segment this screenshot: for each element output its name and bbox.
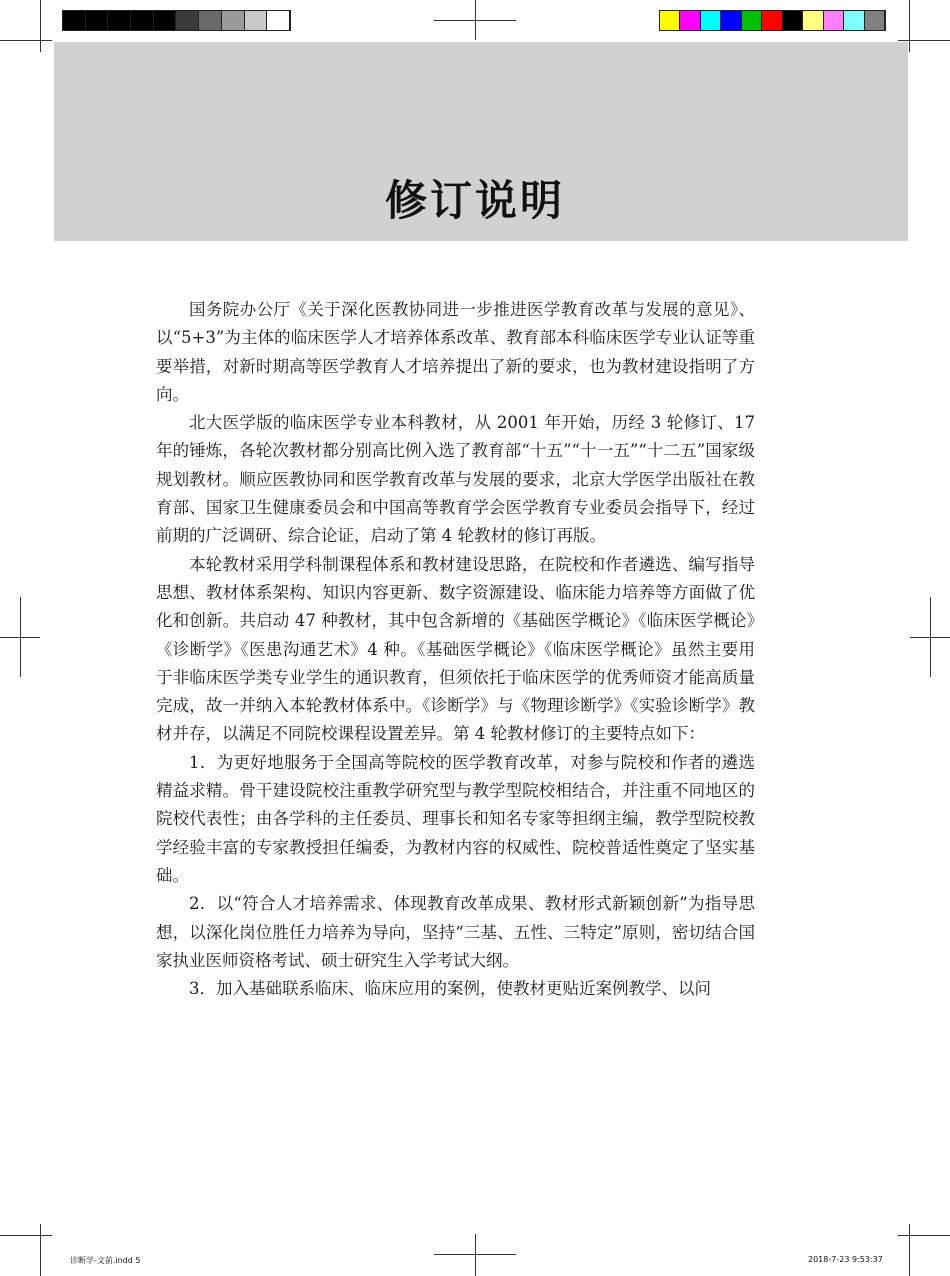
color-swatch <box>742 11 762 30</box>
color-swatch <box>865 11 885 30</box>
color-swatch <box>131 11 154 30</box>
paragraph: 2．以“符合人才培养需求、体现教育改革成果、教材形式新颖创新”为指导思想，以深化岗位胜任力培养为导向，坚持“三基、五性、三特定”原则，密切结合国家执业医师资格考试、硕士研究生入学考试大纲。 <box>156 894 755 970</box>
color-swatch <box>176 11 199 30</box>
crop-mark-top-left-v <box>40 0 41 52</box>
gray-scale-bar <box>62 10 291 31</box>
page-title: 修订说明 <box>384 176 565 225</box>
color-swatch <box>701 11 721 30</box>
crop-mark-bottom-left-h <box>0 1235 52 1236</box>
paragraph: 国务院办公厅《关于深化医教协同进一步推进医学教育改革与发展的意见》、以“5+3”为主体的临床医学人才培养体系改革、教育部本科临床医学专业认证等重要举措，对新时期高等医学教育人才培养提出了新的要求，也为教材建设指明了方向。 <box>156 300 755 404</box>
crop-mark-bottom-right-v <box>909 1224 910 1276</box>
body-text <box>156 296 755 1003</box>
color-swatch <box>660 11 680 30</box>
color-swatch <box>267 11 290 30</box>
color-swatch <box>680 11 700 30</box>
paragraph: 3．加入基础联系临床、临床应用的案例，使教材更贴近案例教学、以问 <box>189 979 711 999</box>
color-swatch <box>721 11 741 30</box>
color-swatch <box>86 11 109 30</box>
paragraph: 本轮教材采用学科制课程体系和教材建设思路，在院校和作者遴选、编写指导思想、教材体系架构、知识内容更新、数字资源建设、临床能力培养等方面做了优化和创新。共启动 47 种教材，其中包含新增的《基础医学概论》《临床医学概论》《诊断学》《医患沟通艺术》4 种。《基础医学概论》《临床医学概论》虽然主要用于非临床医学类专业学生的通识教育，但须依托于临床医学的优秀师资才能高质量完成，故一并纳入本轮教材体系中。《诊断学》与《物理诊断学》《实验诊断学》教材并存，以满足不同院校课程设置差异。第 4 轮教材修订的主要特点如下： <box>156 554 755 744</box>
registration-mark-bottom-v <box>475 1234 476 1276</box>
crop-mark-top-right-h <box>898 40 950 41</box>
crop-mark-bottom-left-v <box>40 1224 41 1276</box>
color-swatch <box>245 11 268 30</box>
paragraph: 北大医学版的临床医学专业本科教材，从 2001 年开始，历经 3 轮修订、17 年的锤炼，各轮次教材都分别高比例入选了教育部“十五”“十一五”“十二五”国家级规划教材。顺应医教协同和医学教育改革与发展的要求，北京大学医学出版社在教育部、国家卫生健康委员会和中国高等教育学会医学教育专业委员会指导下，经过前期的广泛调研、综合论证，启动了第 4 轮教材的修订再版。 <box>156 413 755 546</box>
color-swatch <box>108 11 131 30</box>
footer-file-info: 诊断学-文前.indd 5 <box>70 1256 141 1265</box>
registration-mark-left-v <box>20 597 21 677</box>
color-swatch <box>803 11 823 30</box>
crop-mark-top-right-v <box>909 0 910 52</box>
footer-timestamp: 2018-7-23 9:53:37 <box>808 1255 883 1264</box>
color-swatch <box>63 11 86 30</box>
paragraph: 1．为更好地服务于全国高等院校的医学教育改革，对参与院校和作者的遴选精益求精。骨干建设院校注重教学研究型与教学型院校相结合，并注重不同地区的院校代表性；由各学科的主任委员、理事长和知名专家等担纲主编，教学型院校教学经验丰富的专家教授担任编委，为教材内容的权威性、院校普适性奠定了坚实基础。 <box>156 752 755 885</box>
registration-mark-right-v <box>930 597 931 677</box>
color-swatch <box>199 11 222 30</box>
registration-mark-top-v <box>475 0 476 40</box>
crop-mark-bottom-right-h <box>898 1235 950 1236</box>
color-swatch <box>762 11 782 30</box>
color-swatch <box>222 11 245 30</box>
color-swatch <box>783 11 803 30</box>
crop-mark-top-left-h <box>0 40 52 41</box>
color-swatch <box>824 11 844 30</box>
color-swatch <box>844 11 864 30</box>
color-bar <box>659 10 886 31</box>
color-swatch <box>154 11 177 30</box>
